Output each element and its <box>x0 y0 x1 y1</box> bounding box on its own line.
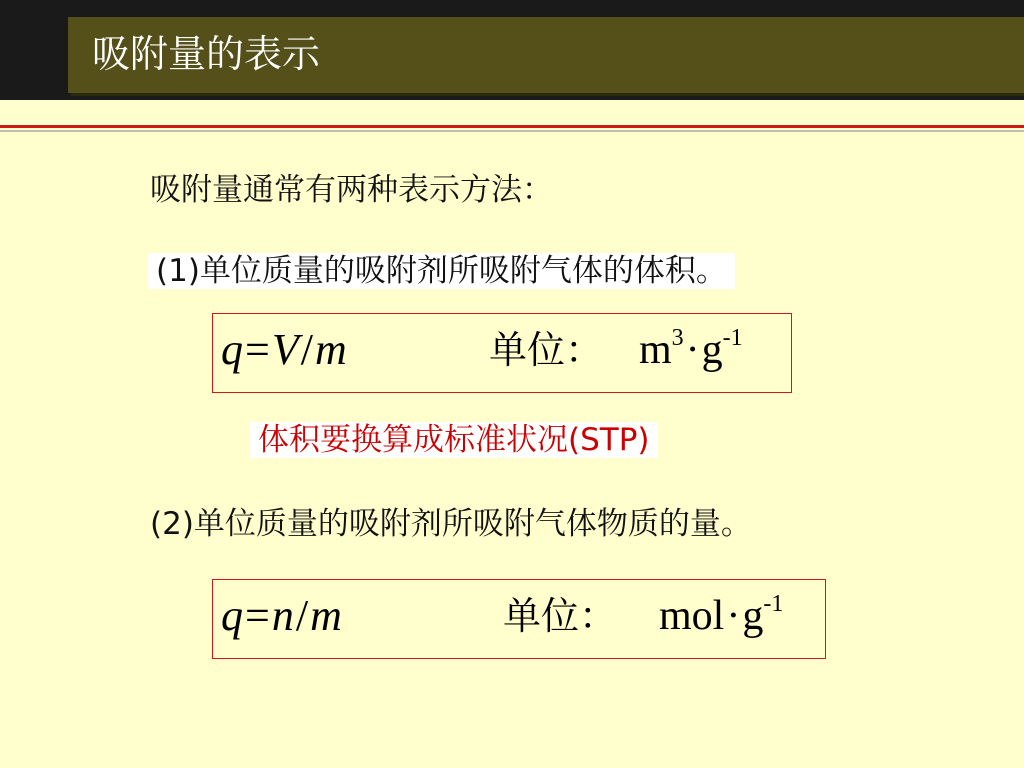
formula-2-unit-base1: mol <box>659 593 725 639</box>
formula-1-equals: = <box>245 325 270 374</box>
formula-2-unit-label: 单位： <box>503 594 618 638</box>
stp-note <box>250 420 658 460</box>
formula-2-lhs: q <box>221 591 243 640</box>
formula-1-unit-sup1: 3 <box>671 325 684 351</box>
formula-2-slash: / <box>295 591 309 640</box>
formula-1-expression <box>221 324 347 376</box>
formula-box-2 <box>212 579 826 659</box>
formula-1-unit-value <box>639 324 743 376</box>
method-1-label: (1)单位质量的吸附剂所吸附气体的体积。 <box>148 253 735 289</box>
formula-1-unit-label: 单位： <box>489 328 604 372</box>
formula-2-unit-sup2: -1 <box>763 591 784 617</box>
formula-2-expression <box>221 590 342 642</box>
formula-2-unit-value <box>659 590 783 642</box>
formula-1-unit-sup2: -1 <box>722 325 743 351</box>
formula-1-lhs: q <box>221 325 243 374</box>
formula-1-unit-base2: g <box>701 327 723 373</box>
method-2-text: (2)单位质量的吸附剂所吸附气体物质的量。 <box>150 506 752 542</box>
formula-2-denominator: m <box>310 591 342 640</box>
stp-note-text: 体积要换算成标准状况(STP) <box>250 422 658 458</box>
formula-2-unit-base2: g <box>742 593 764 639</box>
intro-text: 吸附量通常有两种表示方法： <box>150 172 553 208</box>
formula-1-numerator: V <box>271 325 299 374</box>
header-divider-red <box>0 125 1024 128</box>
formula-1-unit-base1: m <box>639 327 672 373</box>
formula-1-unit-dot: · <box>685 327 700 373</box>
formula-1-denominator: m <box>314 325 347 374</box>
formula-1-slash: / <box>300 325 313 374</box>
formula-box-1 <box>212 313 792 393</box>
formula-2-unit-dot: · <box>726 593 741 639</box>
formula-2-numerator: n <box>271 591 294 640</box>
slide-title: 吸附量的表示 <box>92 32 321 76</box>
formula-2-equals: = <box>245 591 270 640</box>
header-divider-grey <box>0 130 1024 132</box>
method-1-text <box>148 251 735 291</box>
